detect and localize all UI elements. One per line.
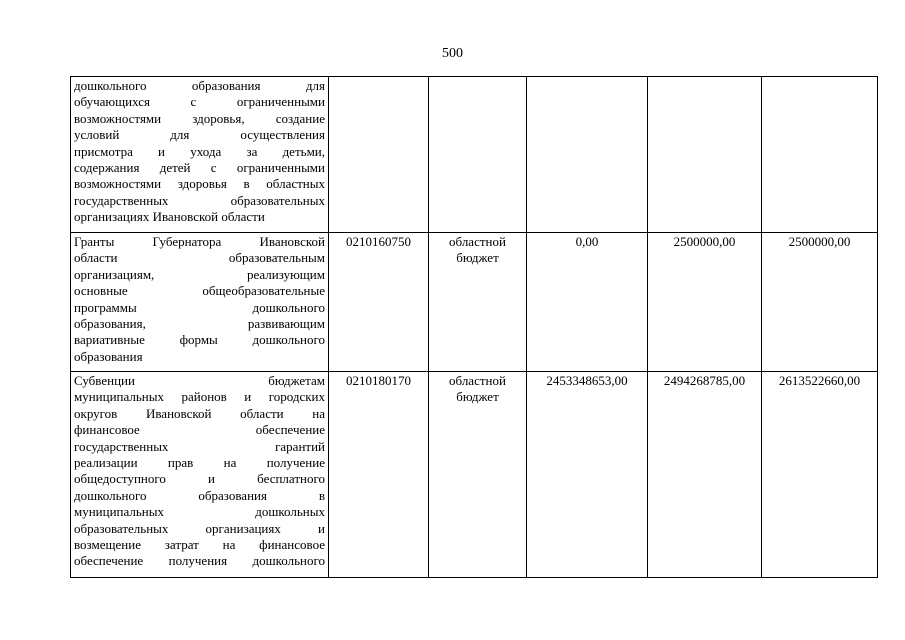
description-line: дошкольного образования в bbox=[74, 487, 325, 503]
row-value-3 bbox=[762, 77, 878, 233]
description-line: возможностями здоровья в областных bbox=[74, 176, 325, 192]
description-line: образования, развивающим bbox=[74, 316, 325, 332]
description-line: возмещение затрат на финансовое bbox=[74, 537, 325, 553]
description-line: государственных гарантий bbox=[74, 438, 325, 454]
description-line: обеспечение получения дошкольного bbox=[74, 553, 325, 569]
row-description bbox=[71, 77, 329, 233]
description-line: возможностями здоровья, создание bbox=[74, 110, 325, 126]
row-value-2 bbox=[648, 77, 762, 233]
description-line: условий для осуществления bbox=[74, 127, 325, 143]
row-code: 0210160750 bbox=[329, 233, 429, 372]
budget-table-body bbox=[71, 77, 878, 578]
row-value-3: 2500000,00 bbox=[762, 233, 878, 372]
row-value-1: 2453348653,00 bbox=[527, 372, 648, 578]
description-line: организациях Ивановской области bbox=[74, 209, 265, 225]
description-line: обучающихся с ограниченными bbox=[74, 94, 325, 110]
row-source bbox=[429, 77, 527, 233]
table-row bbox=[71, 372, 878, 578]
description-line: образовательных организациях и bbox=[74, 520, 325, 536]
description-line: финансовое обеспечение bbox=[74, 422, 325, 438]
row-value-3: 2613522660,00 bbox=[762, 372, 878, 578]
row-code bbox=[329, 77, 429, 233]
description-line: образования bbox=[74, 348, 143, 364]
description-line: Гранты Губернатора Ивановской bbox=[74, 234, 325, 249]
description-line: организациям, реализующим bbox=[74, 266, 325, 282]
row-source: областной бюджет bbox=[429, 372, 527, 578]
row-value-2: 2494268785,00 bbox=[648, 372, 762, 578]
budget-table bbox=[70, 76, 878, 578]
description-line: государственных образовательных bbox=[74, 192, 325, 208]
description-line: муниципальных районов и городских bbox=[74, 389, 325, 405]
description-line: основные общеобразовательные bbox=[74, 283, 325, 299]
description-line: вариативные формы дошкольного bbox=[74, 332, 325, 348]
row-value-2: 2500000,00 bbox=[648, 233, 762, 372]
description-line: дошкольного образования для bbox=[74, 78, 325, 93]
row-value-1 bbox=[527, 77, 648, 233]
description-line: муниципальных дошкольных bbox=[74, 504, 325, 520]
description-line: округов Ивановской области на bbox=[74, 405, 325, 421]
row-source: областной бюджет bbox=[429, 233, 527, 372]
row-description bbox=[71, 372, 329, 578]
description-line: программы дошкольного bbox=[74, 299, 325, 315]
row-description bbox=[71, 233, 329, 372]
page-number: 500 bbox=[442, 46, 463, 61]
description-line: реализации прав на получение bbox=[74, 455, 325, 471]
description-line: присмотра и ухода за детьми, bbox=[74, 143, 325, 159]
table-row bbox=[71, 77, 878, 233]
description-line: Субвенции бюджетам bbox=[74, 373, 325, 388]
description-line: содержания детей с ограниченными bbox=[74, 160, 325, 176]
description-line: общедоступного и бесплатного bbox=[74, 471, 325, 487]
table-row bbox=[71, 233, 878, 372]
row-code: 0210180170 bbox=[329, 372, 429, 578]
description-line: области образовательным bbox=[74, 250, 325, 266]
row-value-1: 0,00 bbox=[527, 233, 648, 372]
